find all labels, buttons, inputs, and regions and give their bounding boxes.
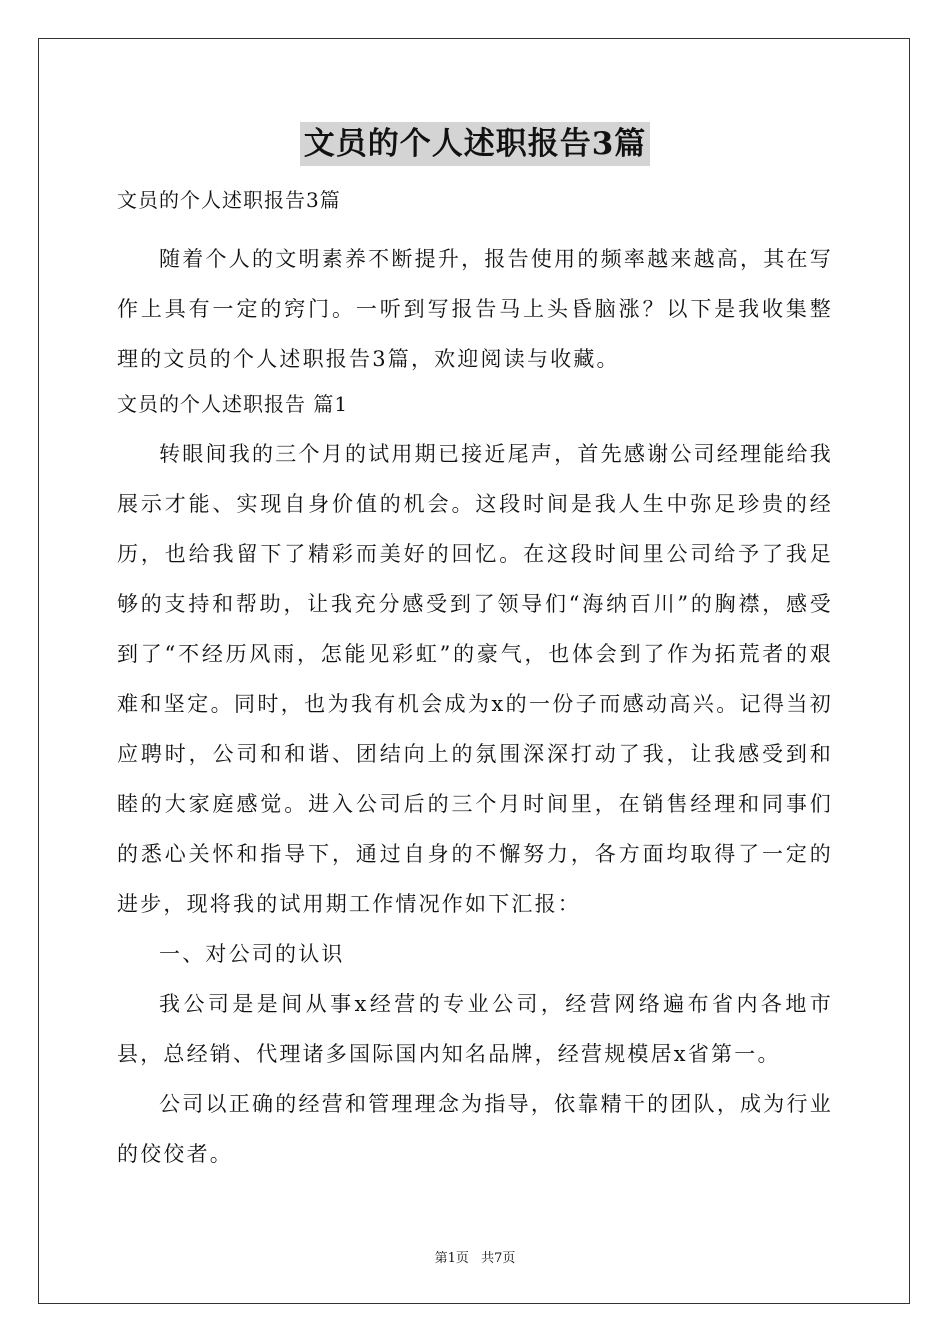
body-paragraph-1: 转眼间我的三个月的试用期已接近尾声，首先感谢公司经理能给我展示才能、实现自身价值的机会。这段时间是我人生中弥足珍贵的经历，也给我留下了精彩而美好的回忆。在这段时间里公司给予了我足够的支持和帮助，让我充分感受到了领导们“海纳百川”的胸襟，感受到了“不经历风雨，怎能见彩虹”的豪气，也体会到了作为拓荒者的艰难和坚定。同时，也为我有机会成为x的一份子而感动高兴。记得当初应聘时，公司和和谐、团结向上的氛围深深打动了我，让我感受到和睦的大家庭感觉。进入公司后的三个月时间里，在销售经理和同事们的悉心关怀和指导下，通过自身的不懈努力，各方面均取得了一定的进步，现将我的试用期工作情况作如下汇报： — [117, 442, 833, 916]
page-footer — [0, 1247, 950, 1266]
body-paragraph-3: 公司以正确的经营和管理理念为指导，依靠精干的团队，成为行业的佼佼者。 — [117, 1092, 833, 1166]
body-paragraph-2: 我公司是是间从事x经营的专业公司，经营网络遍布省内各地市县，总经销、代理诸多国际国内知名品牌，经营规模居x省第一。 — [117, 992, 833, 1066]
title-wrap — [117, 122, 833, 166]
intro-paragraph: 随着个人的文明素养不断提升，报告使用的频率越来越高，其在写作上具有一定的窍门。一听到写报告马上头昏脑涨？以下是我收集整理的文员的个人述职报告3篇，欢迎阅读与收藏。 — [117, 247, 833, 371]
section-heading: 文员的个人述职报告 篇1 — [117, 392, 349, 416]
document-title: 文员的个人述职报告3篇 — [300, 122, 651, 166]
page-total: 共7页 — [481, 1251, 516, 1266]
sub-heading: 一、对公司的认识 — [159, 942, 345, 966]
document-subtitle: 文员的个人述职报告3篇 — [117, 188, 341, 212]
page-number: 第1页 — [434, 1251, 469, 1266]
document-body — [117, 122, 833, 1179]
